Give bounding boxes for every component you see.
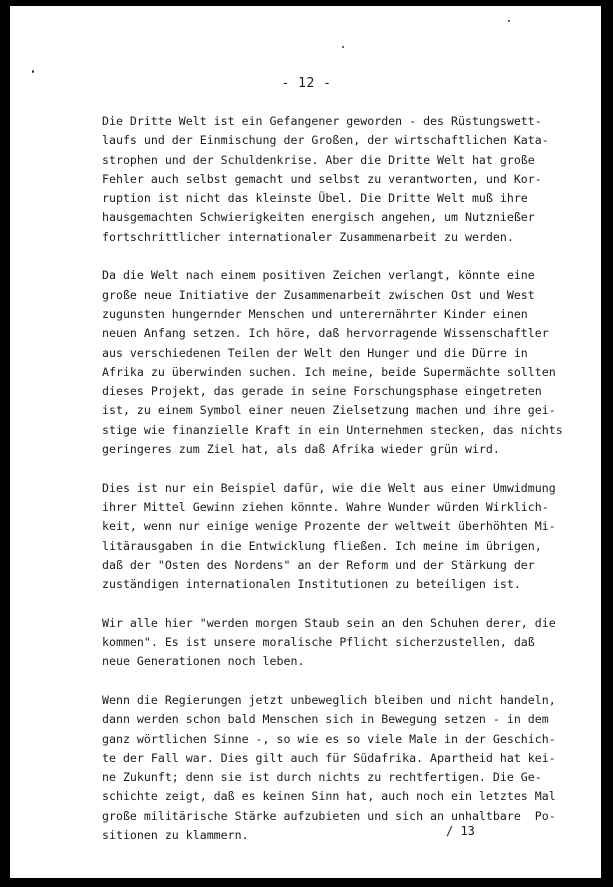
text-line: zugunsten hungernder Menschen und unterernährter Kinder einen — [102, 306, 528, 321]
text-line: dieses Projekt, das gerade in seine Forschungsphase eingetreten — [102, 384, 542, 399]
text-line: dann werden schon bald Menschen sich in Bewegung setzen - in dem — [102, 712, 549, 727]
scan-border — [601, 0, 613, 887]
paragraph-3 — [102, 479, 564, 595]
body-text — [102, 112, 564, 865]
text-line: Fehler auch selbst gemacht und selbst zu verantworten, und Kor- — [102, 171, 542, 186]
next-page-reference: / 13 — [446, 824, 475, 838]
text-line: große militärische Stärke aufzubieten und sich an unhaltbare Po- — [102, 808, 556, 823]
text-line: Da die Welt nach einem positiven Zeichen verlangt, könnte eine — [102, 268, 535, 283]
text-line: Wir alle hier "werden morgen Staub sein an den Schuhen derer, die — [102, 615, 556, 630]
text-line: stige wie finanzielle Kraft in ein Unternehmen stecken, das nichts — [102, 422, 563, 437]
text-line: keit, wenn nur einige wenige Prozente der weltweit überhöhten Mi- — [102, 519, 556, 534]
paragraph-2 — [102, 266, 564, 459]
text-line: Die Dritte Welt ist ein Gefangener geworden - des Rüstungswett- — [102, 114, 542, 128]
scan-speck — [508, 20, 510, 22]
text-line: neue Generationen noch leben. — [102, 654, 305, 669]
text-line: laufs und der Einmischung der Großen, der wirtschaftlichen Kata- — [102, 133, 549, 148]
page-number: - 12 - — [281, 76, 332, 91]
text-line: geringeres zum Ziel hat, als daß Afrika wieder grün wird. — [102, 442, 500, 457]
paragraph-4 — [102, 614, 564, 672]
text-line: sitionen zu klammern. — [102, 827, 249, 842]
text-line: litärausgaben in die Entwicklung fließen. Ich meine im übrigen, — [102, 538, 542, 553]
text-line: hausgemachten Schwierigkeiten energisch angehen, um Nutznießer — [102, 210, 535, 225]
text-line: ihrer Mittel Gewinn ziehen könnte. Wahre Wunder würden Wirklich- — [102, 499, 549, 514]
text-line: neuen Anfang setzen. Ich höre, daß hervorragende Wissenschaftler — [102, 326, 549, 341]
text-line: fortschrittlicher internationaler Zusammenarbeit zu werden. — [102, 229, 514, 244]
text-line: strophen und der Schuldenkrise. Aber die Dritte Welt hat große — [102, 152, 535, 167]
text-line: daß der "Osten des Nordens" an der Reform und der Stärkung der — [102, 557, 535, 572]
text-line: Wenn die Regierungen jetzt unbeweglich bleiben und nicht handeln, — [102, 692, 556, 707]
text-line: ne Zukunft; denn sie ist durch nichts zu rechtfertigen. Die Ge- — [102, 770, 542, 785]
text-line: zuständigen internationalen Institutionen zu beteiligen ist. — [102, 577, 521, 592]
document-page — [10, 6, 603, 878]
text-line: ist, zu einem Symbol einer neuen Zielsetzung machen und ihre gei- — [102, 403, 556, 418]
paragraph-1 — [102, 112, 564, 247]
paragraph-5 — [102, 691, 564, 845]
text-line: Dies ist nur ein Beispiel dafür, wie die Welt aus einer Umwidmung — [102, 480, 556, 495]
scan-speck — [342, 46, 344, 48]
text-line: schichte zeigt, daß es keinen Sinn hat, auch noch ein letztes Mal — [102, 789, 556, 804]
scan-speck — [32, 70, 34, 73]
text-line: ruption ist nicht das kleinste Übel. Die Dritte Welt muß ihre — [102, 191, 528, 206]
text-line: Afrika zu überwinden suchen. Ich meine, beide Supermächte sollten — [102, 364, 556, 379]
text-line: kommen". Es ist unsere moralische Pflicht sicherzustellen, daß — [102, 635, 535, 650]
text-line: ganz wörtlichen Sinne -, so wie es so viele Male in der Geschich- — [102, 731, 556, 746]
text-line: aus verschiedenen Teilen der Welt den Hunger und die Dürre in — [102, 345, 528, 360]
text-line: te der Fall war. Dies gilt auch für Südafrika. Apartheid hat kei- — [102, 750, 556, 765]
text-line: große neue Initiative der Zusammenarbeit zwischen Ost und West — [102, 287, 535, 302]
